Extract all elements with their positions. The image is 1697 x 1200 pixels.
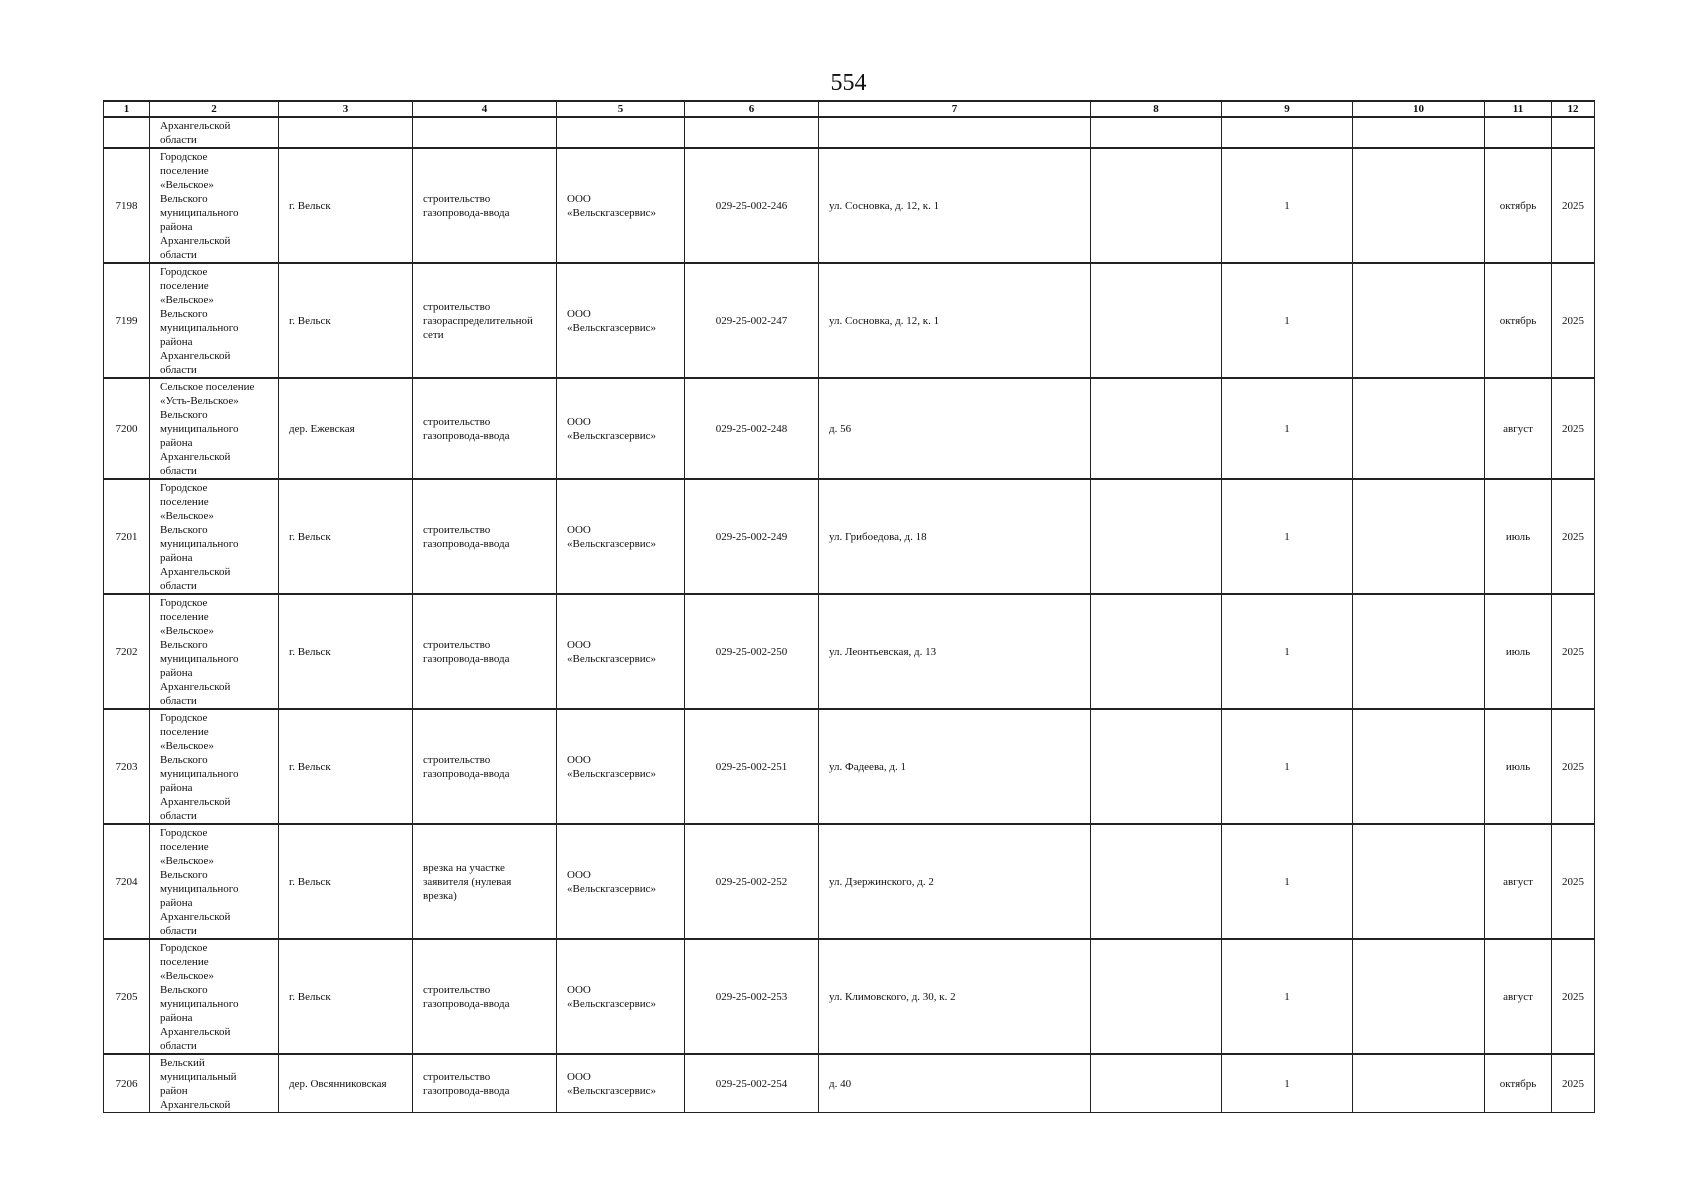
municipality-line: района <box>160 897 193 909</box>
work-line: сети <box>423 328 444 341</box>
cell-address: ул. Дзержинского, д. 2 <box>819 824 1091 939</box>
cell-municipality <box>150 479 279 594</box>
municipality-line: Сельское поселение <box>160 381 255 393</box>
cell-col9: 1 <box>1222 939 1353 1054</box>
cell-col8 <box>1091 378 1222 479</box>
column-header: 12 <box>1552 101 1595 117</box>
org-line: ООО <box>567 1070 591 1083</box>
cell-code: 029-25-002-248 <box>685 378 819 479</box>
cell-year: 2025 <box>1552 378 1595 479</box>
cell-col9: 1 <box>1222 709 1353 824</box>
cell-locality: г. Вельск <box>279 479 413 594</box>
table-row <box>104 479 1595 594</box>
municipality-line: Городское <box>160 827 208 839</box>
cell-code: 029-25-002-253 <box>685 939 819 1054</box>
cell-col9: 1 <box>1222 263 1353 378</box>
org-line: ООО <box>567 983 591 996</box>
cell-address: д. 40 <box>819 1054 1091 1113</box>
cell-locality <box>279 117 413 148</box>
cell-col8 <box>1091 939 1222 1054</box>
municipality-line: Вельского <box>160 639 208 651</box>
municipality-line: Вельского <box>160 869 208 881</box>
column-header: 5 <box>557 101 685 117</box>
cell-year: 2025 <box>1552 479 1595 594</box>
municipality-line: области <box>160 249 197 261</box>
cell-col9: 1 <box>1222 148 1353 263</box>
cell-municipality <box>150 117 279 148</box>
municipality-line: района <box>160 221 193 233</box>
page-number: 554 <box>830 70 867 96</box>
cell-work <box>413 824 557 939</box>
municipality-line: Вельского <box>160 193 208 205</box>
cell-code: 029-25-002-250 <box>685 594 819 709</box>
work-line: заявителя (нулевая <box>423 875 512 888</box>
cell-col9 <box>1222 117 1353 148</box>
column-header: 11 <box>1485 101 1552 117</box>
cell-year: 2025 <box>1552 709 1595 824</box>
municipality-line: области <box>160 134 197 146</box>
cell-col10 <box>1353 148 1485 263</box>
cell-code: 029-25-002-251 <box>685 709 819 824</box>
org-line: ООО <box>567 415 591 428</box>
table-row <box>104 824 1595 939</box>
cell-locality: г. Вельск <box>279 709 413 824</box>
municipality-line: Архангельской <box>160 451 231 463</box>
municipality-line: муниципального <box>160 322 239 334</box>
cell-address: ул. Леонтьевская, д. 13 <box>819 594 1091 709</box>
org-line: ООО <box>567 523 591 536</box>
municipality-line: район <box>160 1085 188 1097</box>
column-header: 1 <box>104 101 150 117</box>
table-row <box>104 1054 1595 1113</box>
municipality-line: Архангельской <box>160 120 231 132</box>
cell-locality: г. Вельск <box>279 148 413 263</box>
municipality-line: Архангельской <box>160 350 231 362</box>
municipality-line: поселение <box>160 726 209 738</box>
cell-work <box>413 117 557 148</box>
cell-municipality <box>150 263 279 378</box>
cell-month: август <box>1485 824 1552 939</box>
municipality-line: Архангельской <box>160 1099 231 1111</box>
cell-col8 <box>1091 117 1222 148</box>
cell-municipality <box>150 939 279 1054</box>
table-row <box>104 148 1595 263</box>
municipality-line: Городское <box>160 266 208 278</box>
municipality-line: района <box>160 437 193 449</box>
municipality-line: муниципального <box>160 883 239 895</box>
cell-col9: 1 <box>1222 594 1353 709</box>
register-table <box>103 100 1595 1113</box>
municipality-line: района <box>160 336 193 348</box>
municipality-line: Городское <box>160 712 208 724</box>
cell-code: 029-25-002-249 <box>685 479 819 594</box>
cell-month: июль <box>1485 479 1552 594</box>
cell-work <box>413 1054 557 1113</box>
municipality-line: Архангельской <box>160 1026 231 1038</box>
cell-address: ул. Грибоедова, д. 18 <box>819 479 1091 594</box>
municipality-line: поселение <box>160 165 209 177</box>
work-line: строительство <box>423 192 491 205</box>
cell-locality: г. Вельск <box>279 263 413 378</box>
table-row <box>104 709 1595 824</box>
cell-num: 7200 <box>104 378 150 479</box>
municipality-line: поселение <box>160 496 209 508</box>
work-line: строительство <box>423 415 491 428</box>
municipality-line: района <box>160 782 193 794</box>
municipality-line: района <box>160 552 193 564</box>
org-line: «Вельскгазсервис» <box>567 206 657 219</box>
cell-work <box>413 939 557 1054</box>
org-line: «Вельскгазсервис» <box>567 321 657 334</box>
municipality-line: Вельский <box>160 1057 205 1069</box>
municipality-line: поселение <box>160 841 209 853</box>
work-line: врезка) <box>423 889 457 902</box>
municipality-line: Городское <box>160 482 208 494</box>
org-line: «Вельскгазсервис» <box>567 652 657 665</box>
org-line: «Вельскгазсервис» <box>567 429 657 442</box>
municipality-line: Вельского <box>160 524 208 536</box>
cell-col10 <box>1353 378 1485 479</box>
cell-year: 2025 <box>1552 263 1595 378</box>
column-header: 7 <box>819 101 1091 117</box>
cell-month <box>1485 117 1552 148</box>
cell-code <box>685 117 819 148</box>
cell-col8 <box>1091 594 1222 709</box>
table-row <box>104 939 1595 1054</box>
column-header: 4 <box>413 101 557 117</box>
cell-col9: 1 <box>1222 824 1353 939</box>
municipality-line: «Вельское» <box>160 625 214 637</box>
cell-num <box>104 117 150 148</box>
municipality-line: области <box>160 465 197 477</box>
municipality-line: области <box>160 1040 197 1052</box>
column-number-header <box>104 101 1595 117</box>
work-line: газопровода-ввода <box>423 429 510 442</box>
work-line: газораспределительной <box>423 314 533 327</box>
municipality-line: «Вельское» <box>160 970 214 982</box>
work-line: строительство <box>423 983 491 996</box>
cell-col10 <box>1353 939 1485 1054</box>
municipality-line: «Вельское» <box>160 740 214 752</box>
cell-municipality <box>150 148 279 263</box>
municipality-line: Вельского <box>160 984 208 996</box>
cell-col10 <box>1353 117 1485 148</box>
cell-work <box>413 378 557 479</box>
cell-num: 7206 <box>104 1054 150 1113</box>
column-header: 8 <box>1091 101 1222 117</box>
cell-locality: г. Вельск <box>279 594 413 709</box>
cell-col9: 1 <box>1222 479 1353 594</box>
cell-org <box>557 594 685 709</box>
cell-col10 <box>1353 824 1485 939</box>
cell-org <box>557 939 685 1054</box>
municipality-line: муниципального <box>160 768 239 780</box>
cell-org <box>557 1054 685 1113</box>
cell-org <box>557 117 685 148</box>
municipality-line: Вельского <box>160 409 208 421</box>
cell-month: октябрь <box>1485 148 1552 263</box>
municipality-line: Архангельской <box>160 911 231 923</box>
org-line: ООО <box>567 638 591 651</box>
work-line: газопровода-ввода <box>423 997 510 1010</box>
org-line: «Вельскгазсервис» <box>567 997 657 1010</box>
cell-org <box>557 709 685 824</box>
cell-address: ул. Сосновка, д. 12, к. 1 <box>819 263 1091 378</box>
municipality-line: Архангельской <box>160 566 231 578</box>
continuation-row <box>104 117 1595 148</box>
municipality-line: Городское <box>160 597 208 609</box>
municipality-line: «Вельское» <box>160 294 214 306</box>
org-line: ООО <box>567 753 591 766</box>
cell-num: 7203 <box>104 709 150 824</box>
table-row <box>104 263 1595 378</box>
cell-num: 7205 <box>104 939 150 1054</box>
cell-code: 029-25-002-252 <box>685 824 819 939</box>
cell-col8 <box>1091 824 1222 939</box>
municipality-line: Архангельской <box>160 681 231 693</box>
work-line: строительство <box>423 753 491 766</box>
municipality-line: района <box>160 667 193 679</box>
column-header: 9 <box>1222 101 1353 117</box>
cell-col8 <box>1091 479 1222 594</box>
cell-org <box>557 263 685 378</box>
cell-col8 <box>1091 263 1222 378</box>
work-line: газопровода-ввода <box>423 1084 510 1097</box>
cell-org <box>557 824 685 939</box>
cell-col9: 1 <box>1222 1054 1353 1113</box>
work-line: строительство <box>423 1070 491 1083</box>
cell-code: 029-25-002-254 <box>685 1054 819 1113</box>
cell-year: 2025 <box>1552 824 1595 939</box>
cell-code: 029-25-002-247 <box>685 263 819 378</box>
column-header: 2 <box>150 101 279 117</box>
municipality-line: «Вельское» <box>160 179 214 191</box>
municipality-line: муниципального <box>160 207 239 219</box>
cell-col10 <box>1353 1054 1485 1113</box>
municipality-line: поселение <box>160 611 209 623</box>
cell-col8 <box>1091 148 1222 263</box>
municipality-line: области <box>160 580 197 592</box>
work-line: газопровода-ввода <box>423 206 510 219</box>
cell-work <box>413 148 557 263</box>
org-line: ООО <box>567 192 591 205</box>
org-line: «Вельскгазсервис» <box>567 1084 657 1097</box>
municipality-line: области <box>160 364 197 376</box>
municipality-line: Городское <box>160 942 208 954</box>
cell-col10 <box>1353 594 1485 709</box>
municipality-line: муниципальный <box>160 1071 237 1083</box>
work-line: газопровода-ввода <box>423 652 510 665</box>
cell-locality: дер. Овсянниковская <box>279 1054 413 1113</box>
cell-year: 2025 <box>1552 594 1595 709</box>
cell-address: ул. Фадеева, д. 1 <box>819 709 1091 824</box>
municipality-line: области <box>160 810 197 822</box>
cell-address: ул. Сосновка, д. 12, к. 1 <box>819 148 1091 263</box>
municipality-line: муниципального <box>160 423 239 435</box>
org-line: «Вельскгазсервис» <box>567 767 657 780</box>
org-line: ООО <box>567 868 591 881</box>
cell-year: 2025 <box>1552 939 1595 1054</box>
cell-work <box>413 479 557 594</box>
cell-month: август <box>1485 378 1552 479</box>
cell-year: 2025 <box>1552 1054 1595 1113</box>
municipality-line: Вельского <box>160 308 208 320</box>
municipality-line: муниципального <box>160 653 239 665</box>
municipality-line: Вельского <box>160 754 208 766</box>
cell-work <box>413 709 557 824</box>
municipality-line: муниципального <box>160 998 239 1010</box>
cell-work <box>413 594 557 709</box>
cell-year: 2025 <box>1552 148 1595 263</box>
cell-num: 7198 <box>104 148 150 263</box>
cell-col8 <box>1091 1054 1222 1113</box>
org-line: «Вельскгазсервис» <box>567 537 657 550</box>
table-row <box>104 594 1595 709</box>
cell-num: 7201 <box>104 479 150 594</box>
work-line: врезка на участке <box>423 861 505 874</box>
municipality-line: области <box>160 925 197 937</box>
cell-month: июль <box>1485 709 1552 824</box>
cell-org <box>557 148 685 263</box>
cell-address <box>819 117 1091 148</box>
cell-municipality <box>150 1054 279 1113</box>
cell-municipality <box>150 594 279 709</box>
cell-municipality <box>150 378 279 479</box>
org-line: «Вельскгазсервис» <box>567 882 657 895</box>
cell-locality: г. Вельск <box>279 824 413 939</box>
municipality-line: района <box>160 1012 193 1024</box>
cell-municipality <box>150 709 279 824</box>
municipality-line: поселение <box>160 956 209 968</box>
work-line: газопровода-ввода <box>423 767 510 780</box>
municipality-line: Архангельской <box>160 796 231 808</box>
cell-address: ул. Климовского, д. 30, к. 2 <box>819 939 1091 1054</box>
column-header: 10 <box>1353 101 1485 117</box>
cell-num: 7199 <box>104 263 150 378</box>
cell-code: 029-25-002-246 <box>685 148 819 263</box>
work-line: газопровода-ввода <box>423 537 510 550</box>
column-header: 3 <box>279 101 413 117</box>
municipality-line: Архангельской <box>160 235 231 247</box>
cell-address: д. 56 <box>819 378 1091 479</box>
cell-col10 <box>1353 263 1485 378</box>
column-header: 6 <box>685 101 819 117</box>
municipality-line: Городское <box>160 151 208 163</box>
cell-municipality <box>150 824 279 939</box>
cell-org <box>557 479 685 594</box>
cell-month: октябрь <box>1485 1054 1552 1113</box>
municipality-line: муниципального <box>160 538 239 550</box>
cell-work <box>413 263 557 378</box>
org-line: ООО <box>567 307 591 320</box>
work-line: строительство <box>423 300 491 313</box>
cell-col8 <box>1091 709 1222 824</box>
cell-locality: г. Вельск <box>279 939 413 1054</box>
cell-col9: 1 <box>1222 378 1353 479</box>
cell-num: 7202 <box>104 594 150 709</box>
work-line: строительство <box>423 523 491 536</box>
municipality-line: области <box>160 695 197 707</box>
municipality-line: «Вельское» <box>160 855 214 867</box>
cell-org <box>557 378 685 479</box>
cell-month: август <box>1485 939 1552 1054</box>
work-line: строительство <box>423 638 491 651</box>
municipality-line: поселение <box>160 280 209 292</box>
table-row <box>104 378 1595 479</box>
municipality-line: «Усть-Вельское» <box>160 395 239 407</box>
cell-year <box>1552 117 1595 148</box>
cell-col10 <box>1353 479 1485 594</box>
municipality-line: «Вельское» <box>160 510 214 522</box>
cell-month: июль <box>1485 594 1552 709</box>
cell-locality: дер. Ежевская <box>279 378 413 479</box>
cell-num: 7204 <box>104 824 150 939</box>
cell-col10 <box>1353 709 1485 824</box>
cell-month: октябрь <box>1485 263 1552 378</box>
